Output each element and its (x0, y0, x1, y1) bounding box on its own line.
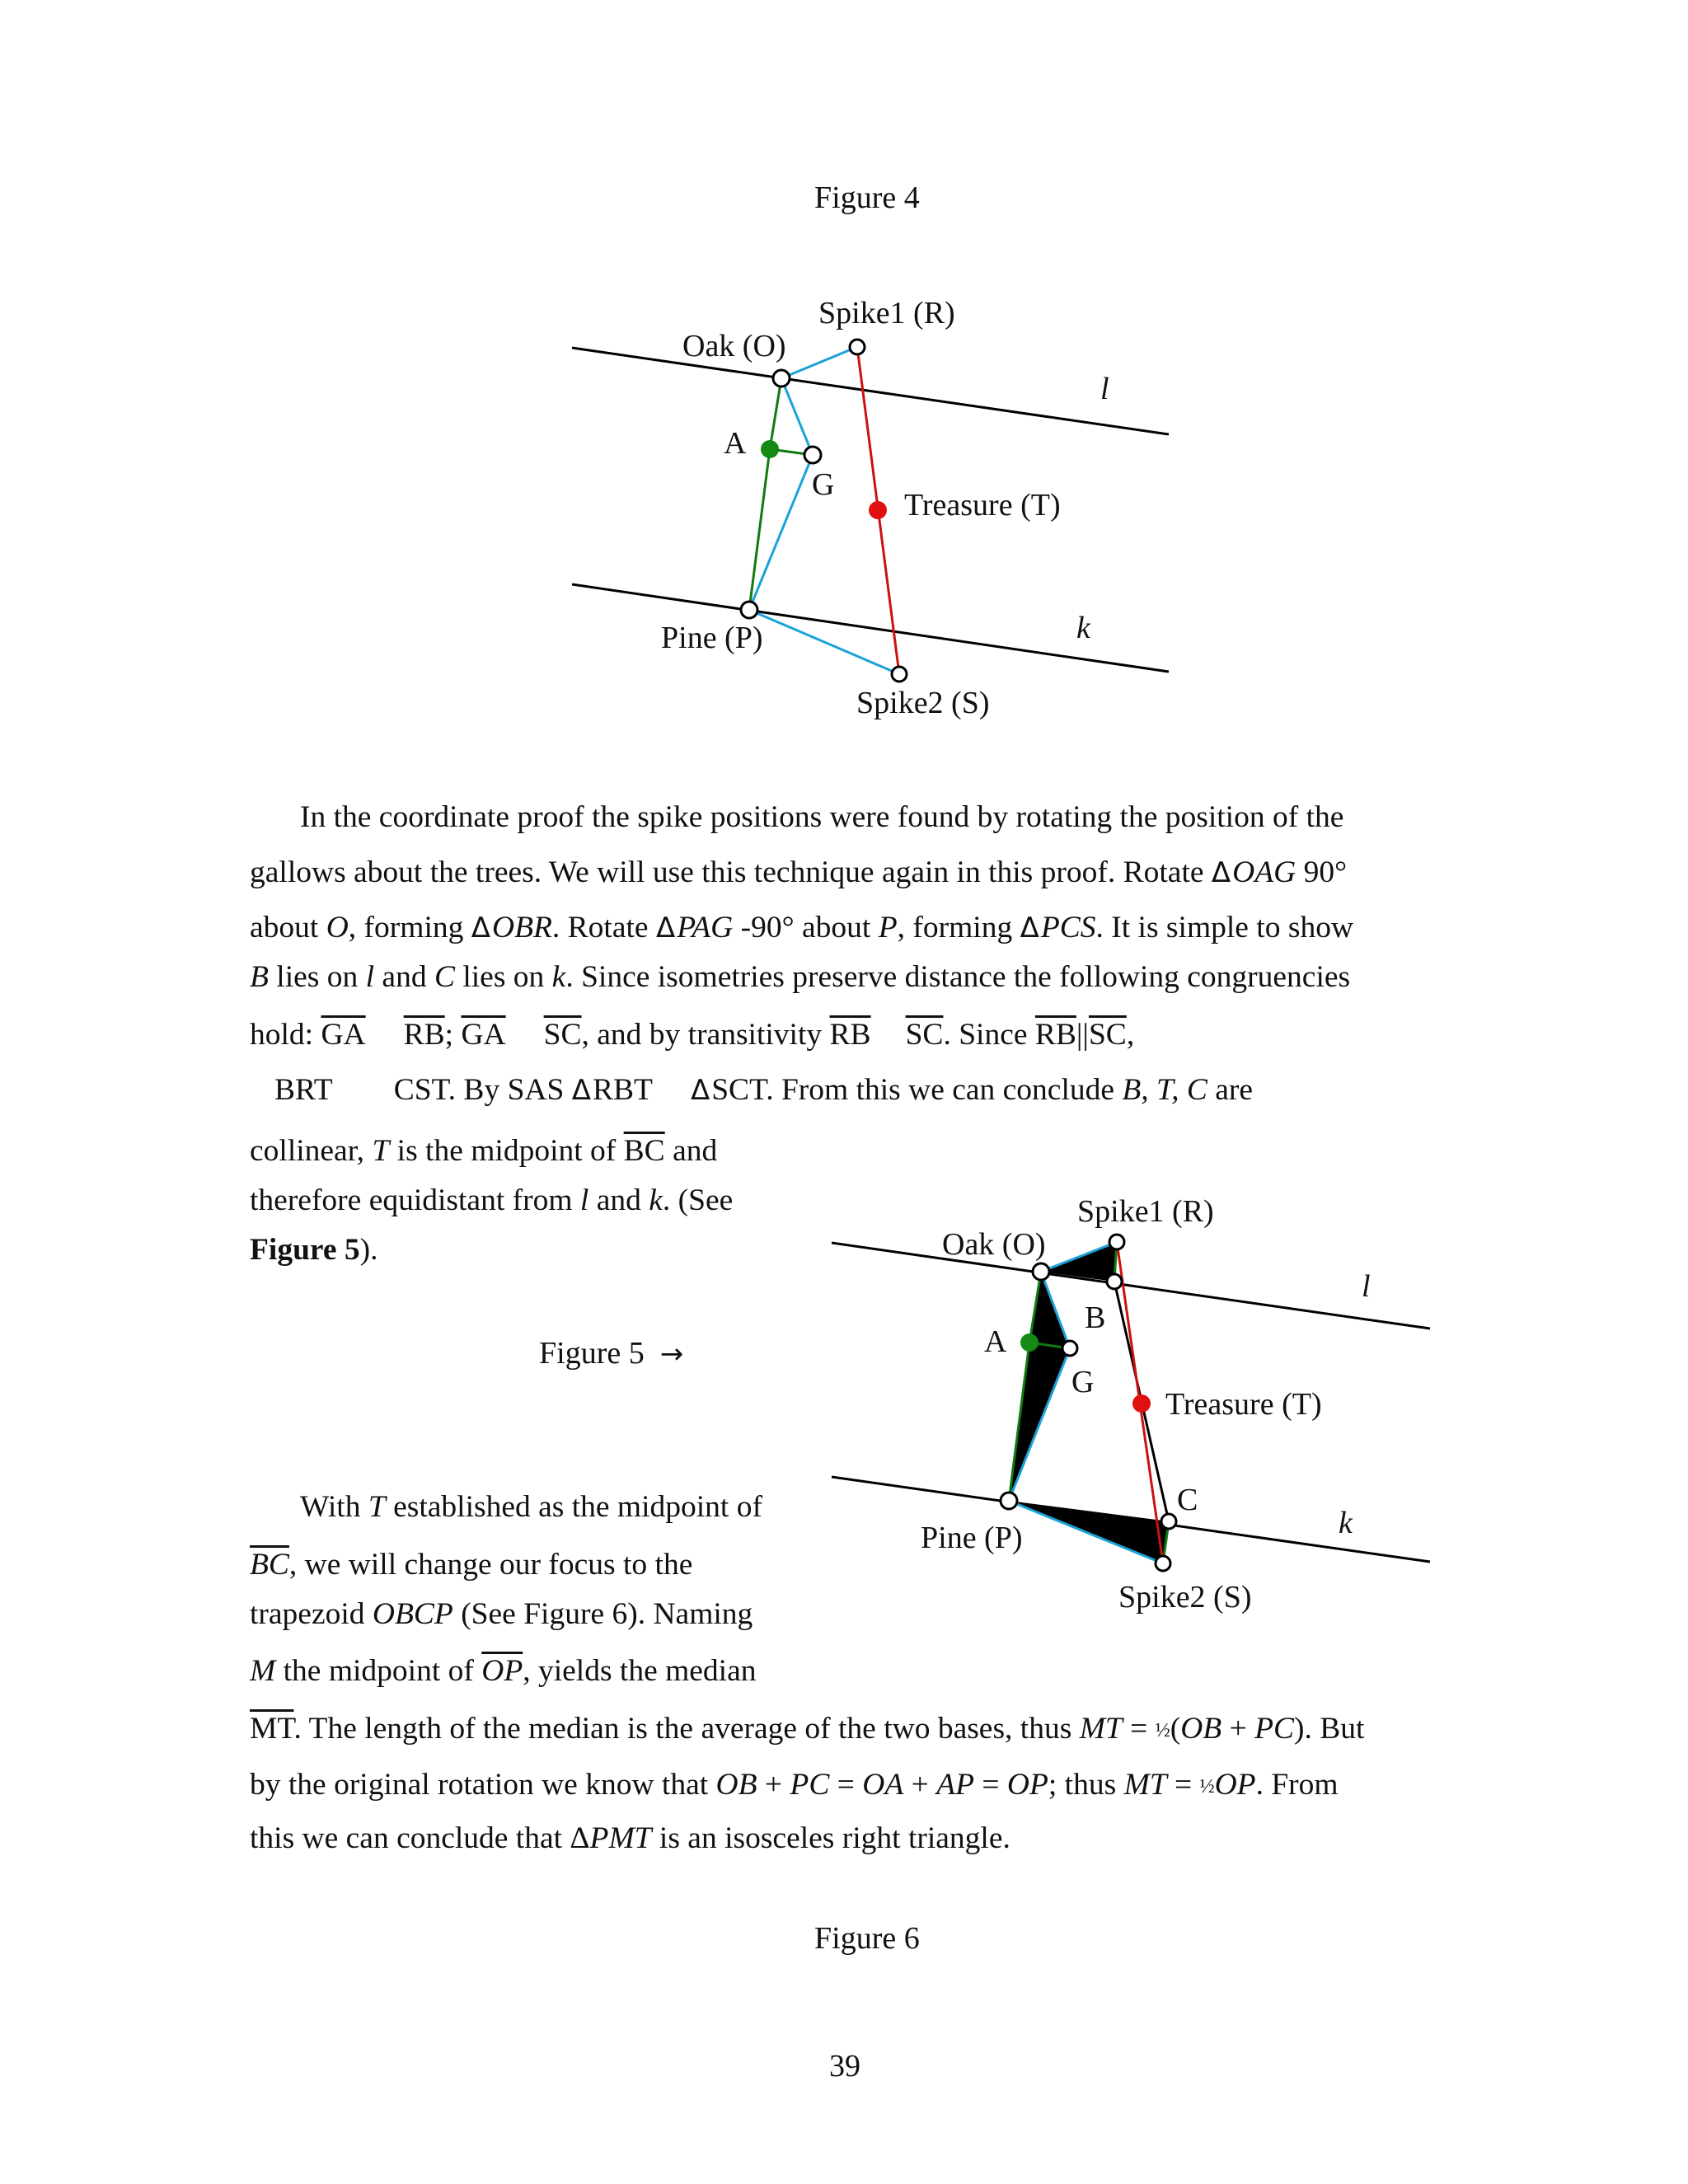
label-a: A (984, 1324, 1007, 1359)
point-a (1020, 1333, 1039, 1352)
label-line-k: k (1076, 611, 1090, 645)
label-spike1: Spike1 (R) (818, 296, 955, 330)
label-treasure: Treasure (T) (904, 488, 1061, 523)
segment-oa (770, 378, 781, 449)
point-c (1161, 1514, 1176, 1529)
para2-line4: M the midpoint of $\overline{OP}$, yields the median (250, 1654, 757, 1688)
point-r (1109, 1235, 1124, 1249)
para2-line5: $\overline{MT}$. The length of the median is the average of the two bases, thus MT = ½(OB + PC). But (250, 1712, 1365, 1746)
para2-line3: trapezoid OBCP (See Figure 6). Naming (250, 1597, 753, 1631)
label-oak: Oak (O) (682, 329, 786, 363)
label-oak: Oak (O) (942, 1227, 1046, 1262)
line-l (832, 1243, 1430, 1329)
label-pine: Pine (P) (661, 621, 763, 655)
para2-line1: With T established as the midpoint of (300, 1490, 762, 1524)
label-a: A (724, 426, 747, 461)
figure-5-caption: Figure 5 → (539, 1336, 684, 1371)
point-t (1132, 1394, 1151, 1413)
figure-4-diagram (0, 0, 1688, 742)
point-s (892, 667, 907, 682)
label-g: G (1071, 1365, 1095, 1399)
point-g (804, 447, 821, 463)
figure-4-caption: Figure 4 (814, 180, 920, 215)
label-line-k: k (1339, 1506, 1353, 1540)
para1-line6: BRT CST. By SAS ΔRBT ΔSCT. From this we can conclude B, T, C are (274, 1073, 1254, 1107)
line-l (572, 348, 1169, 434)
point-a (761, 440, 779, 458)
segment-og (781, 378, 813, 455)
figure-6-caption: Figure 6 (814, 1921, 920, 1956)
label-spike2: Spike2 (S) (1118, 1580, 1252, 1615)
arrow-right-icon: → (659, 1338, 684, 1371)
para1-line3: about O, forming ΔOBR. Rotate ΔPAG -90° about P, forming ΔPCS. It is simple to show (250, 911, 1354, 944)
para1-line8: therefore equidistant from l and k. (See (250, 1183, 734, 1217)
segment-ps (749, 610, 899, 674)
para2-line7: this we can conclude that ΔPMT is an isosceles right triangle. (250, 1821, 1010, 1855)
label-spike1: Spike1 (R) (1077, 1194, 1214, 1229)
para1-line4: B lies on l and C lies on k. Since isometries preserve distance the following congruencies (250, 960, 1351, 994)
label-pine: Pine (P) (921, 1521, 1023, 1555)
label-line-l: l (1100, 372, 1109, 406)
para1-line2: gallows about the trees. We will use this technique again in this proof. Rotate ΔOAG 90° (250, 855, 1348, 889)
para1-line5: hold: $\overline{GA}$ $\overline{RB}$; $\overline{GA}$ $\overline{SC}$, and by transitivity $\overline{RB}$ $\overline{SC}$. Since $\overline{RB}||\overline{SC}$, (250, 1018, 1135, 1052)
point-p (1001, 1493, 1017, 1509)
para2-line6: by the original rotation we know that OB + PC = OA + AP = OP; thus MT = ½OP. From (250, 1768, 1339, 1802)
label-line-l: l (1362, 1269, 1371, 1304)
segment-or (781, 347, 857, 378)
para2-line2: $\overline{BC}$, we will change our focus to the (250, 1548, 693, 1582)
label-spike2: Spike2 (S) (856, 686, 990, 720)
point-g (1062, 1341, 1077, 1356)
point-b (1107, 1274, 1122, 1289)
label-c: C (1177, 1483, 1198, 1517)
point-r (850, 340, 865, 354)
label-treasure: Treasure (T) (1165, 1387, 1322, 1422)
point-o (1033, 1263, 1049, 1280)
point-s (1156, 1556, 1170, 1571)
para1-line1: In the coordinate proof the spike positions were found by rotating the position of the (300, 800, 1344, 834)
point-p (741, 602, 757, 618)
para1-line7: collinear, T is the midpoint of $\overline{BC}$ and (250, 1134, 718, 1168)
point-o (773, 370, 790, 387)
label-g: G (812, 467, 835, 502)
para1-line9: Figure 5). (250, 1233, 378, 1267)
page-number: 39 (829, 2049, 860, 2083)
point-t (869, 501, 887, 519)
label-b: B (1085, 1301, 1106, 1335)
